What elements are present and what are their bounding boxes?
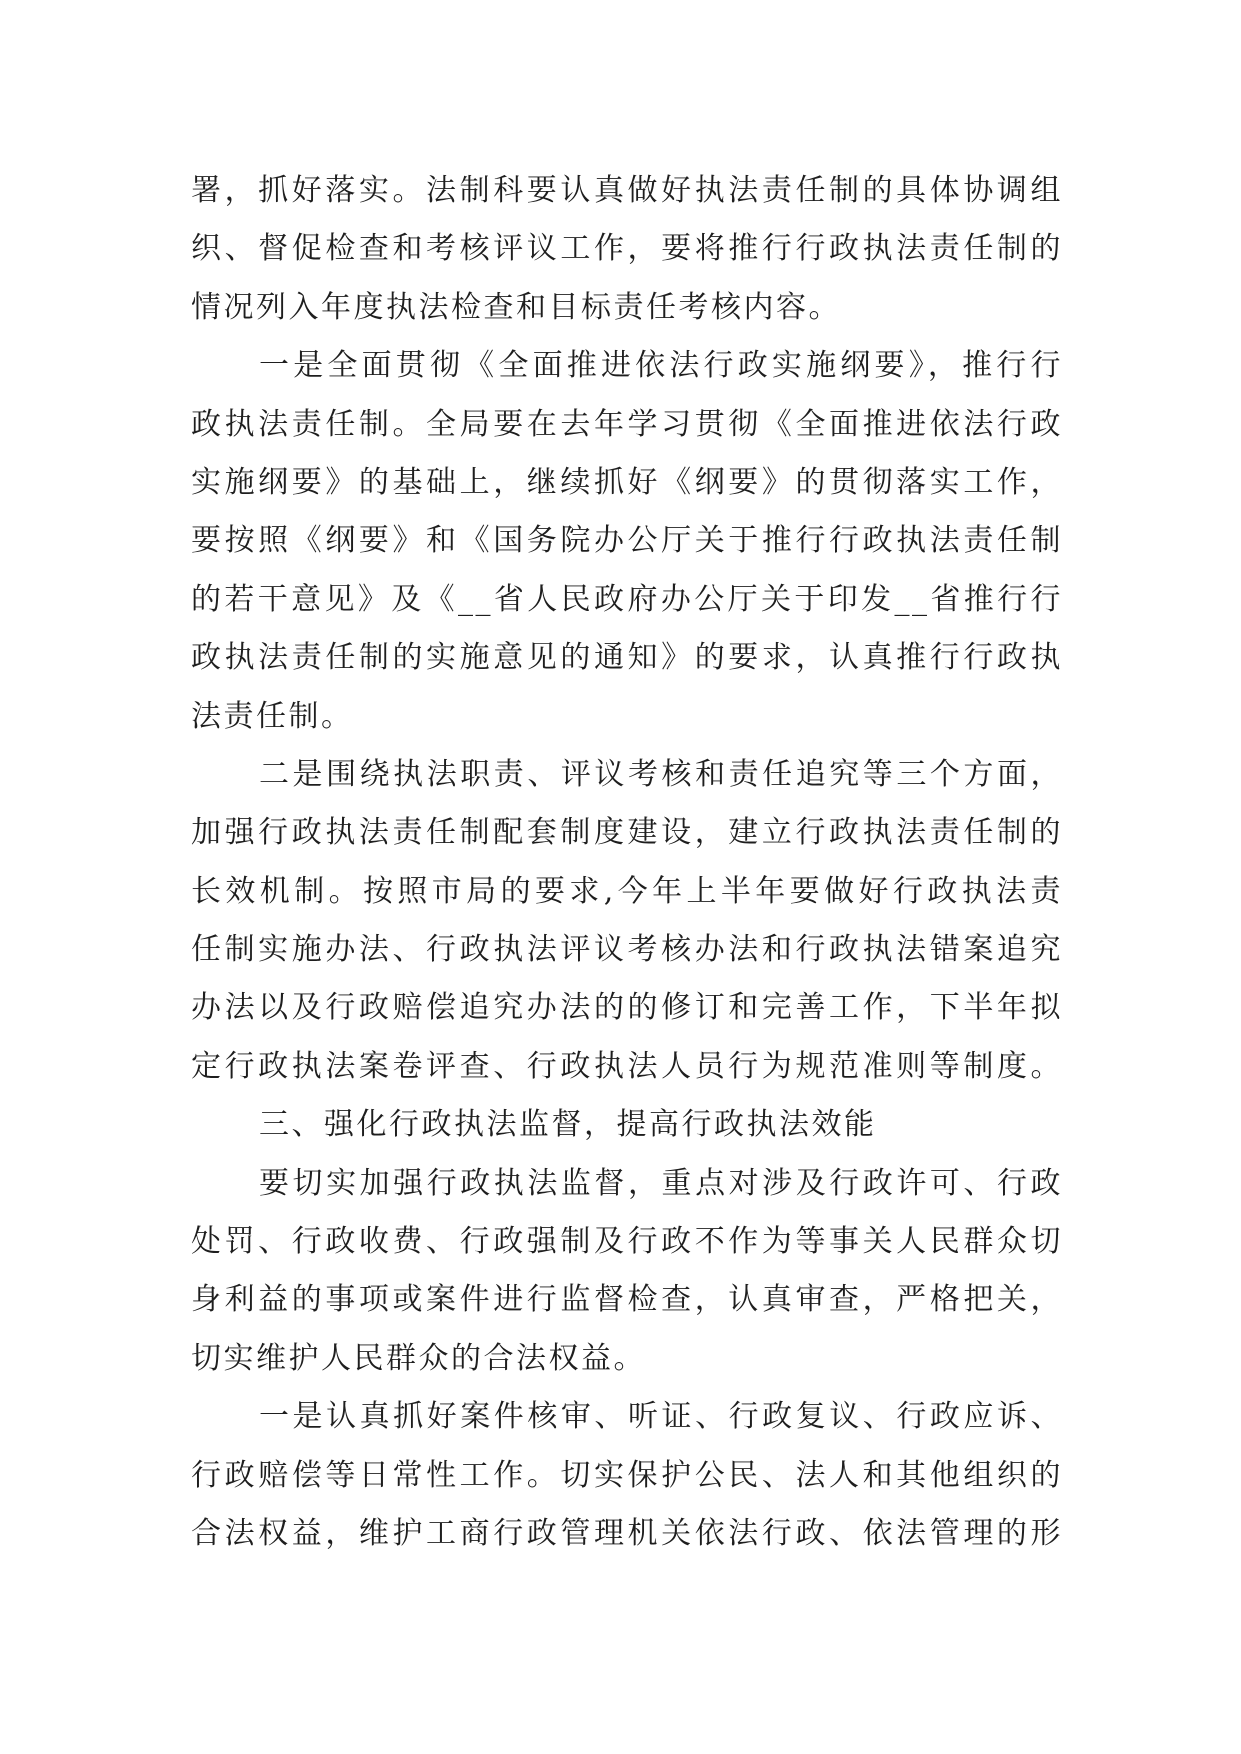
- paragraph: [191, 746, 1063, 1096]
- paragraph-continuation: [191, 162, 1063, 337]
- text-line: 署，抓好落实。法制科要认真做好执法责任制的具体协调组: [191, 173, 1063, 208]
- text-line: 要按照《纲要》和《国务院办公厅关于推行行政执法责任制: [191, 523, 1063, 559]
- text-line: 一是认真抓好案件核审、听证、行政复议、行政应诉、: [259, 1399, 1063, 1435]
- text-line: 要切实加强行政执法监督，重点对涉及行政许可、行政: [259, 1165, 1063, 1201]
- text-line: 定行政执法案卷评查、行政执法人员行为规范准则等制度。: [191, 1048, 1063, 1084]
- text-line: 二是围绕执法职责、评议考核和责任追究等三个方面，: [259, 756, 1063, 792]
- text-line: 加强行政执法责任制配套制度建设，建立行政执法责任制的: [191, 815, 1063, 851]
- section-heading-text: 三、强化行政执法监督，提高行政执法效能: [259, 1107, 877, 1143]
- text-line: 处罚、行政收费、行政强制及行政不作为等事关人民群众切: [191, 1224, 1063, 1260]
- text-line: 织、督促检查和考核评议工作，要将推行行政执法责任制的: [191, 231, 1063, 267]
- text-line: 法责任制。: [191, 698, 354, 734]
- paragraph: [191, 337, 1063, 746]
- text-line: 政执法责任制。全局要在去年学习贯彻《全面推进依法行政: [191, 406, 1063, 442]
- text-line: 身利益的事项或案件进行监督检查，认真审查，严格把关，: [191, 1282, 1063, 1318]
- document-body: [191, 162, 1063, 1563]
- text-line: 一是全面贯彻《全面推进依法行政实施纲要》，推行行: [259, 348, 1063, 384]
- text-line: 切实维护人民群众的合法权益。: [191, 1340, 646, 1376]
- section-heading: [191, 1096, 1063, 1154]
- text-line: 的若干意见》及《__省人民政府办公厅关于印发__省推行行: [191, 581, 1063, 617]
- text-line: 情况列入年度执法检查和目标责任考核内容。: [191, 289, 841, 325]
- text-line: 长效机制。按照市局的要求,今年上半年要做好行政执法责: [191, 873, 1063, 909]
- text-line: 任制实施办法、行政执法评议考核办法和行政执法错案追究: [191, 932, 1063, 968]
- text-line: 合法权益，维护工商行政管理机关依法行政、依法管理的形: [191, 1515, 1063, 1551]
- text-line: 办法以及行政赔偿追究办法的的修订和完善工作，下半年拟: [191, 990, 1063, 1026]
- text-line: 政执法责任制的实施意见的通知》的要求，认真推行行政执: [191, 640, 1063, 676]
- paragraph: [191, 1388, 1063, 1563]
- text-line: 实施纲要》的基础上，继续抓好《纲要》的贯彻落实工作，: [191, 464, 1063, 500]
- paragraph: [191, 1155, 1063, 1389]
- text-line: 行政赔偿等日常性工作。切实保护公民、法人和其他组织的: [191, 1457, 1063, 1493]
